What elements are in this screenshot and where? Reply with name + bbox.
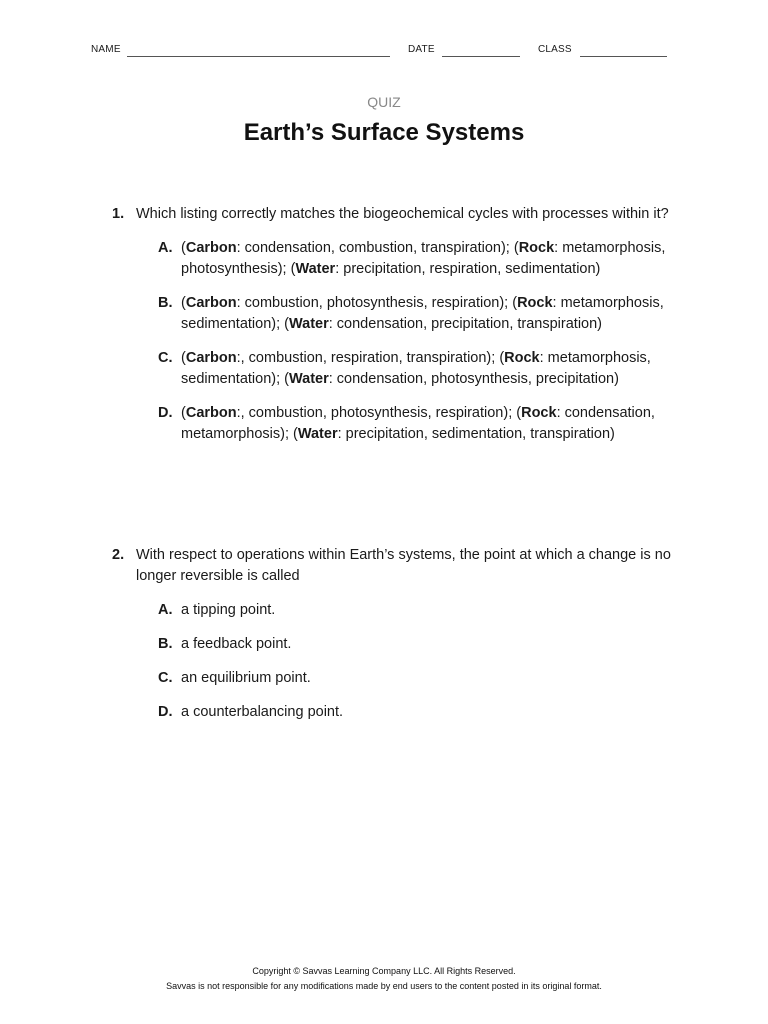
name-field-line[interactable]: [127, 56, 390, 57]
option-c[interactable]: [158, 668, 682, 689]
page-footer: [0, 964, 768, 994]
class-field-line[interactable]: [580, 56, 667, 57]
option-letter: B.: [158, 636, 173, 652]
question-2: [112, 545, 682, 736]
option-text: a feedback point.: [181, 636, 292, 652]
option-a[interactable]: [158, 600, 682, 621]
option-text: (Carbon:, combustion, respiration, transpiration); (Rock: metamorphosis, sedimentation); (Water: condensation, photosynthesis, precipitation): [181, 350, 651, 387]
option-text: (Carbon: condensation, combustion, transpiration); (Rock: metamorphosis, photosynthesis); (Water: precipitation, respiration, sedimentation): [181, 240, 666, 277]
option-text: a tipping point.: [181, 602, 276, 618]
option-text: a counterbalancing point.: [181, 704, 344, 720]
name-label: NAME: [91, 44, 121, 55]
option-letter: D.: [158, 405, 173, 421]
page-title: Earth’s Surface Systems: [243, 119, 525, 146]
disclaimer-notice: Savvas is not responsible for any modifications made by end users to the content posted in its original format.: [166, 981, 602, 991]
option-letter: A.: [158, 602, 173, 618]
question-number: 1.: [112, 206, 125, 222]
option-text: an equilibrium point.: [181, 670, 311, 686]
student-info-header: [0, 44, 768, 60]
option-b[interactable]: [158, 293, 682, 335]
question-text: Which listing correctly matches the biogeochemical cycles with processes within it?: [136, 206, 669, 222]
option-c[interactable]: [158, 348, 682, 390]
option-text: (Carbon: combustion, photosynthesis, respiration); (Rock: metamorphosis, sedimentation); (Water: condensation, precipitation, transpiration): [181, 295, 664, 332]
option-letter: D.: [158, 704, 173, 720]
option-letter: C.: [158, 350, 173, 366]
option-d[interactable]: [158, 702, 682, 723]
answer-options: [158, 238, 682, 445]
question-1: [112, 204, 682, 458]
option-letter: C.: [158, 670, 173, 686]
quiz-label: QUIZ: [367, 94, 401, 110]
class-label: CLASS: [538, 44, 572, 55]
answer-options: [158, 600, 682, 723]
date-field-line[interactable]: [442, 56, 520, 57]
option-text: (Carbon:, combustion, photosynthesis, respiration); (Rock: condensation, metamorphosis); (Water: precipitation, sedimentation, transpiration): [181, 405, 655, 442]
copyright-notice: Copyright © Savvas Learning Company LLC. All Rights Reserved.: [252, 966, 516, 976]
date-label: DATE: [408, 44, 435, 55]
question-number: 2.: [112, 547, 125, 563]
option-b[interactable]: [158, 634, 682, 655]
option-letter: B.: [158, 295, 173, 311]
question-text: With respect to operations within Earth’s systems, the point at which a change is no longer reversible is called: [136, 547, 671, 584]
option-d[interactable]: [158, 403, 682, 445]
option-a[interactable]: [158, 238, 682, 280]
option-letter: A.: [158, 240, 173, 256]
